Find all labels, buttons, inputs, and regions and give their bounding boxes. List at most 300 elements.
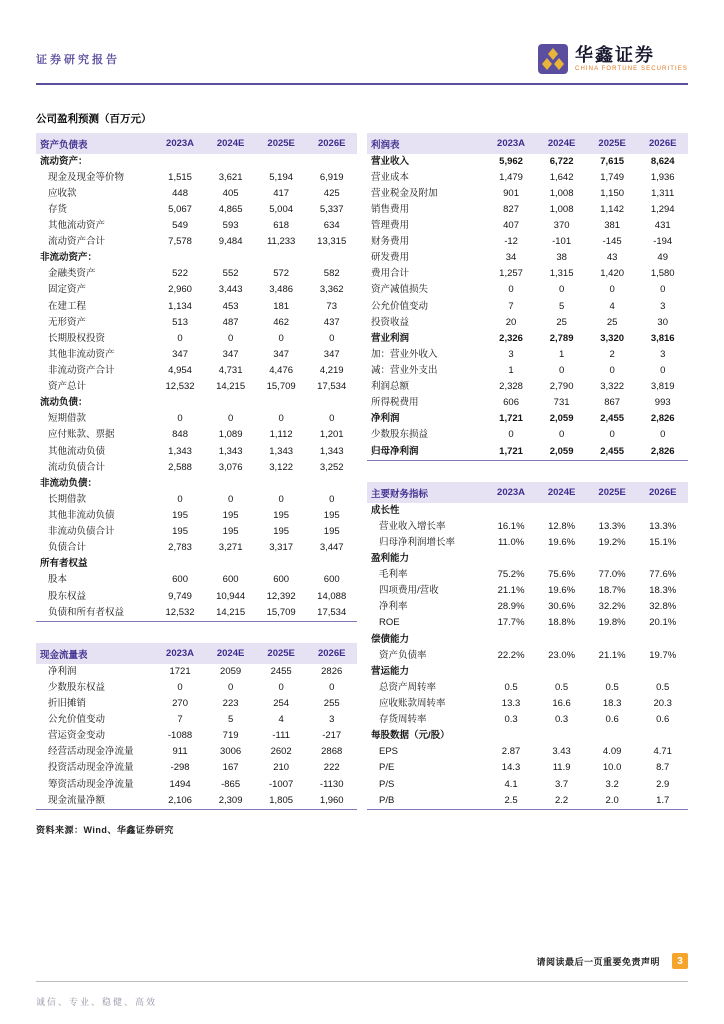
cell-value: 848 xyxy=(172,429,188,441)
cell-value xyxy=(306,557,357,573)
cell-value: 73 xyxy=(326,300,337,312)
cell-value: 195 xyxy=(172,510,188,521)
cell-value: 19.7% xyxy=(649,649,677,661)
brand-logo-icon xyxy=(538,44,568,74)
cell-value: 15,709 xyxy=(266,381,296,393)
cell-value: 20.3 xyxy=(653,697,672,709)
cell-value: 1,805 xyxy=(269,794,294,806)
cell-value xyxy=(536,632,587,648)
cell-value: 405 xyxy=(222,187,239,199)
cell-value xyxy=(256,396,307,412)
table-row xyxy=(367,729,688,745)
cell-value: 4.09 xyxy=(602,746,622,758)
cell-value: 43 xyxy=(606,252,618,264)
cell-value: 2,826 xyxy=(650,413,675,425)
cell-value: -865 xyxy=(221,778,241,790)
row-label: 其他流动负债 xyxy=(48,445,106,457)
table-row xyxy=(367,551,688,567)
row-label: 毛利率 xyxy=(379,569,408,581)
cell-value: 195 xyxy=(323,510,340,521)
table-row xyxy=(36,363,357,379)
table-header-row xyxy=(36,133,357,154)
cell-value: 75.6% xyxy=(548,569,576,581)
cell-value: 7,615 xyxy=(600,155,625,167)
row-label: 营业税金及附加 xyxy=(371,187,438,199)
table-row xyxy=(36,396,357,412)
footer-divider xyxy=(36,981,688,982)
table-row xyxy=(36,444,357,460)
table-row xyxy=(367,283,688,299)
column-header: 2025E xyxy=(587,482,638,503)
cell-value: 2,783 xyxy=(168,542,192,554)
cell-value: 0 xyxy=(177,493,183,505)
column-header: 2026E xyxy=(306,643,357,664)
cell-value: 195 xyxy=(222,526,239,538)
cell-value: 347 xyxy=(273,348,290,360)
cell-value: 0 xyxy=(558,429,565,441)
cell-value: 867 xyxy=(604,397,621,409)
cell-value: 195 xyxy=(273,510,290,521)
cell-value: 4 xyxy=(278,714,284,726)
cell-value: 49 xyxy=(657,252,668,264)
cell-value: 2,826 xyxy=(650,445,675,457)
row-label: 负债和所有者权益 xyxy=(48,606,125,618)
row-label: 盈利能力 xyxy=(371,553,410,564)
cell-value xyxy=(587,551,638,567)
cell-value: 3 xyxy=(508,348,514,360)
cell-value: 3,443 xyxy=(218,284,243,296)
table-row xyxy=(36,267,357,283)
row-label: 净利率 xyxy=(379,601,408,613)
row-label: 营业成本 xyxy=(371,171,410,183)
cell-value: 1,960 xyxy=(319,794,344,806)
cell-value xyxy=(205,476,256,492)
table-row xyxy=(36,680,357,696)
brand-text xyxy=(575,46,688,73)
table-row xyxy=(367,648,688,664)
cell-value xyxy=(155,154,206,170)
cell-value: 552 xyxy=(222,268,239,280)
cell-value: 3 xyxy=(660,300,666,312)
cell-value: 19.6% xyxy=(548,585,576,597)
cell-value: 1,721 xyxy=(499,445,523,457)
table-row xyxy=(367,761,688,777)
table-title: 现金流量表 xyxy=(36,643,155,664)
cell-value: 993 xyxy=(654,397,671,409)
cell-value: 2.87 xyxy=(501,746,521,758)
cell-value xyxy=(256,557,307,573)
cell-value: 18.7% xyxy=(598,585,626,597)
cell-value xyxy=(536,503,587,519)
table-row xyxy=(367,267,688,283)
cell-value: 719 xyxy=(222,730,239,742)
cell-value: 1,311 xyxy=(651,187,675,199)
cell-value: 75.2% xyxy=(497,569,525,581)
cell-value: 1,580 xyxy=(650,268,675,280)
table-title: 资产负债表 xyxy=(36,133,155,154)
row-label: 在建工程 xyxy=(48,300,87,312)
cell-value: 12,532 xyxy=(165,606,195,618)
cell-value: 0 xyxy=(329,681,335,693)
cell-value: 6,919 xyxy=(319,171,344,183)
table-row xyxy=(36,793,357,810)
table-row xyxy=(36,589,357,605)
cell-value: 0 xyxy=(227,681,234,693)
cell-value: 1,749 xyxy=(600,171,625,183)
cell-value xyxy=(155,396,206,412)
column-header: 2026E xyxy=(637,482,688,503)
brand-subtitle: CHINA FORTUNE SECURITIES xyxy=(575,66,688,73)
cell-value xyxy=(536,664,587,680)
cell-value: 11.0% xyxy=(497,536,525,548)
cell-value: 634 xyxy=(323,220,340,232)
table-row xyxy=(36,664,357,680)
cell-value: 20 xyxy=(505,316,517,328)
cell-value: 3,486 xyxy=(269,284,294,296)
cell-value: 600 xyxy=(323,574,340,586)
cell-value: 14,215 xyxy=(216,606,246,618)
cell-value: 2826 xyxy=(321,665,343,677)
row-label: 非流动资产： xyxy=(40,252,98,264)
cell-value: 15,709 xyxy=(266,606,296,618)
cell-value xyxy=(205,154,256,170)
cell-value: 17,534 xyxy=(317,381,347,393)
row-label: 投资活动现金净流量 xyxy=(48,762,134,774)
cell-value: 606 xyxy=(503,397,519,409)
row-label: 营业收入 xyxy=(371,155,410,167)
cell-value: 4.1 xyxy=(504,778,518,790)
column-header: 2025E xyxy=(256,133,307,154)
cell-value: 4,954 xyxy=(168,365,192,377)
row-label: 非流动负债： xyxy=(40,477,98,489)
cell-value: 2602 xyxy=(270,746,292,758)
cell-value: 0 xyxy=(177,681,183,693)
cell-value: 0.5 xyxy=(605,681,619,693)
row-label: 研发费用 xyxy=(371,252,410,264)
cell-value: 13,315 xyxy=(317,236,347,248)
cell-value: 2,059 xyxy=(549,445,574,457)
table-row xyxy=(36,347,357,363)
cell-value: 11,233 xyxy=(266,236,296,248)
row-label: 股本 xyxy=(48,574,68,586)
footer-slogan: 诚信、专业、稳健、高效 xyxy=(36,997,158,1007)
cell-value: 2,455 xyxy=(600,445,625,457)
cell-value: 3,322 xyxy=(600,381,625,393)
cell-value: 0 xyxy=(227,413,234,425)
table-row xyxy=(36,761,357,777)
cell-value: 0.3 xyxy=(504,714,518,726)
cell-value: 2.5 xyxy=(504,794,518,806)
cell-value: 1,008 xyxy=(549,203,574,215)
cell-value: 417 xyxy=(273,187,290,199)
cell-value: -298 xyxy=(170,762,190,774)
table-row xyxy=(36,299,357,315)
cell-value: 487 xyxy=(222,316,239,328)
cell-value: 0.5 xyxy=(504,681,518,693)
cell-value: 2,309 xyxy=(218,794,243,806)
table-row xyxy=(36,235,357,251)
cell-value xyxy=(486,551,537,567)
row-label: 无形资产 xyxy=(48,316,87,328)
cell-value: 453 xyxy=(222,300,239,312)
cell-value: 2.9 xyxy=(656,778,670,790)
cell-value: 7 xyxy=(508,300,514,312)
table-row xyxy=(36,541,357,557)
cell-value: 425 xyxy=(323,187,340,199)
table-row xyxy=(367,202,688,218)
cell-value: 0.5 xyxy=(554,681,569,693)
row-label: 固定资产 xyxy=(48,284,87,296)
financial-table xyxy=(367,482,688,810)
cell-value: 9,484 xyxy=(218,236,243,248)
table-row xyxy=(367,600,688,616)
brand-logo xyxy=(538,44,688,74)
cell-value: 0 xyxy=(278,681,284,693)
cell-value: 2,455 xyxy=(600,413,625,425)
cell-value: 2,328 xyxy=(499,381,523,393)
table-row xyxy=(367,363,688,379)
cell-value: 8.7 xyxy=(656,762,670,774)
header-divider xyxy=(36,83,688,85)
cell-value xyxy=(536,551,587,567)
column-header: 2025E xyxy=(587,133,638,154)
cell-value: 16.1% xyxy=(497,520,525,532)
cell-value: 3,076 xyxy=(218,461,243,473)
table-row xyxy=(367,170,688,186)
cell-value: 17.7% xyxy=(497,617,525,629)
cell-value: -194 xyxy=(653,236,673,248)
cell-value xyxy=(587,503,638,519)
cell-value: 167 xyxy=(222,762,239,774)
cell-value: 4 xyxy=(609,300,615,312)
row-label: 流动资产合计 xyxy=(48,236,106,248)
column-header: 2023A xyxy=(486,482,537,503)
cell-value xyxy=(637,632,688,648)
cell-value xyxy=(637,503,688,519)
cell-value: 370 xyxy=(553,220,570,232)
cell-value xyxy=(205,251,256,267)
cell-value: 347 xyxy=(323,348,340,360)
left-column xyxy=(36,133,357,836)
row-label: EPS xyxy=(379,746,399,758)
column-header: 2026E xyxy=(306,133,357,154)
table-row xyxy=(36,315,357,331)
table-row xyxy=(36,557,357,573)
cell-value: 32.8% xyxy=(649,601,677,613)
cell-value: 2,106 xyxy=(168,794,192,806)
cell-value: 0 xyxy=(660,429,666,441)
column-header: 2025E xyxy=(256,643,307,664)
cell-value: 0 xyxy=(329,413,335,425)
column-header: 2024E xyxy=(536,133,587,154)
row-label: 营运资金变动 xyxy=(48,730,106,742)
cell-value: 549 xyxy=(172,220,188,232)
cell-value: 1,343 xyxy=(319,445,344,457)
cell-value xyxy=(637,664,688,680)
cell-value: 13.3% xyxy=(649,520,677,532)
cell-value: 254 xyxy=(273,697,290,709)
cell-value: 223 xyxy=(222,697,239,709)
table-row xyxy=(36,492,357,508)
cell-value: -1130 xyxy=(319,778,344,790)
cell-value: 0 xyxy=(660,284,666,296)
table-row xyxy=(367,412,688,428)
row-label: 应收账款周转率 xyxy=(379,697,446,709)
cell-value xyxy=(486,503,537,519)
table-row xyxy=(367,584,688,600)
cell-value: 25 xyxy=(556,316,567,328)
table-row xyxy=(36,605,357,622)
cell-value: 462 xyxy=(273,316,290,328)
cell-value: 600 xyxy=(273,574,290,586)
cell-value: 2,790 xyxy=(549,381,574,393)
cell-value: 3,122 xyxy=(269,461,294,473)
cell-value: 2,789 xyxy=(549,332,574,344)
row-label: 经营活动现金净流量 xyxy=(48,746,134,758)
table-row xyxy=(36,777,357,793)
row-label: 偿债能力 xyxy=(371,633,410,645)
cell-value xyxy=(256,476,307,492)
row-label: 应付账款、票据 xyxy=(48,429,115,441)
table-row xyxy=(367,154,688,170)
table-row xyxy=(367,793,688,810)
cell-value: 2,588 xyxy=(168,461,192,473)
table-row xyxy=(367,251,688,267)
cell-value: 0 xyxy=(508,284,514,296)
row-label: 流动负债合计 xyxy=(48,461,106,473)
column-header: 2024E xyxy=(205,643,256,664)
key-indicators-table xyxy=(367,482,688,810)
table-row xyxy=(367,535,688,551)
cell-value: 3006 xyxy=(220,746,242,758)
cell-value: 1.7 xyxy=(656,794,670,806)
cell-value: 1,150 xyxy=(600,187,625,199)
cell-value: 20.1% xyxy=(649,617,677,629)
table-row xyxy=(36,186,357,202)
cell-value: 2,960 xyxy=(168,284,192,296)
report-type-label: 证券研究报告 xyxy=(36,54,120,66)
cell-value: 18.3% xyxy=(649,585,677,597)
cell-value: 4,865 xyxy=(218,203,243,215)
table-row xyxy=(36,428,357,444)
table-row xyxy=(36,218,357,234)
row-label: 存货周转率 xyxy=(379,714,427,726)
cell-value: 181 xyxy=(273,300,290,312)
row-label: 资产负债率 xyxy=(379,649,427,661)
row-label: 营业利润 xyxy=(371,332,410,344)
cell-value xyxy=(587,729,638,745)
cell-value: 1,479 xyxy=(499,171,523,183)
cell-value: 23.0% xyxy=(548,649,576,661)
column-header: 2023A xyxy=(155,643,206,664)
row-label: 费用合计 xyxy=(371,268,410,280)
row-label: 负债合计 xyxy=(48,542,87,554)
cell-value: 1,134 xyxy=(168,300,192,312)
cell-value: 2059 xyxy=(220,665,242,677)
row-label: 少数股东权益 xyxy=(48,681,106,693)
right-column xyxy=(367,133,688,836)
table-row xyxy=(367,777,688,793)
cell-value: 1,343 xyxy=(269,445,294,457)
cell-value: 448 xyxy=(172,187,188,199)
cell-value: 3,320 xyxy=(600,332,625,344)
cell-value: 16.6 xyxy=(552,697,571,709)
cell-value: 17,534 xyxy=(317,606,347,618)
cell-value: 2,059 xyxy=(549,413,574,425)
cell-value: 3.2 xyxy=(605,778,619,790)
cell-value: 195 xyxy=(273,526,290,538)
cell-value: 18.3 xyxy=(602,697,622,709)
cell-value: 3,362 xyxy=(319,284,344,296)
row-label: 少数股东损益 xyxy=(371,429,429,441)
cell-value: 0 xyxy=(227,493,234,505)
cell-value: -145 xyxy=(602,236,622,248)
cell-value: 347 xyxy=(222,348,239,360)
cell-value: 0 xyxy=(660,365,666,377)
row-label: 净利润 xyxy=(48,665,77,677)
cell-value: 7,578 xyxy=(168,236,192,248)
row-label: ROE xyxy=(379,617,400,629)
row-label: 投资收益 xyxy=(371,316,410,328)
cell-value: 11.9 xyxy=(552,762,571,774)
cell-value: 3 xyxy=(660,348,666,360)
cell-value xyxy=(486,729,537,745)
cell-value: 600 xyxy=(222,574,239,586)
cell-value: 4.71 xyxy=(653,746,672,758)
cell-value: 195 xyxy=(172,526,188,538)
cell-value: 3,271 xyxy=(218,542,243,554)
cell-value xyxy=(205,557,256,573)
cell-value: 5,004 xyxy=(269,203,294,215)
cell-value: 593 xyxy=(222,220,239,232)
cell-value: 0.6 xyxy=(605,714,619,726)
row-label: 公允价值变动 xyxy=(48,714,106,726)
table-row xyxy=(367,568,688,584)
cell-value: 19.2% xyxy=(598,536,626,548)
table-row xyxy=(36,283,357,299)
row-label: 现金及现金等价物 xyxy=(48,171,125,183)
table-row xyxy=(367,503,688,519)
cell-value: 30 xyxy=(657,316,668,328)
cell-value: 3,621 xyxy=(218,171,243,183)
cell-value: 0 xyxy=(609,429,615,441)
cell-value xyxy=(486,632,537,648)
cell-value: -101 xyxy=(552,236,572,248)
row-label: 股东权益 xyxy=(48,590,87,602)
row-label: 加：营业外收入 xyxy=(371,348,438,360)
cell-value: 19.8% xyxy=(598,617,626,629)
cell-value: 3,317 xyxy=(269,542,294,554)
row-label: 资产减值损失 xyxy=(371,284,429,296)
row-label: 非流动资产合计 xyxy=(48,365,115,377)
cell-value: 38 xyxy=(556,252,567,264)
cell-value: 1,112 xyxy=(269,429,293,441)
cell-value: 77.6% xyxy=(649,569,677,581)
cell-value: 0 xyxy=(278,332,284,344)
source-note: 资料来源：Wind、华鑫证券研究 xyxy=(36,825,174,836)
row-label: 现金流量净额 xyxy=(48,794,106,806)
row-label: P/E xyxy=(379,762,395,774)
cell-value: 195 xyxy=(323,526,340,538)
row-label: 四项费用/营收 xyxy=(379,585,439,597)
table-row xyxy=(367,347,688,363)
table-row xyxy=(36,202,357,218)
cell-value: 0 xyxy=(609,284,615,296)
cell-value xyxy=(205,396,256,412)
cell-value xyxy=(587,664,638,680)
row-label: 流动资产： xyxy=(40,155,88,167)
cell-value: 572 xyxy=(273,268,290,280)
